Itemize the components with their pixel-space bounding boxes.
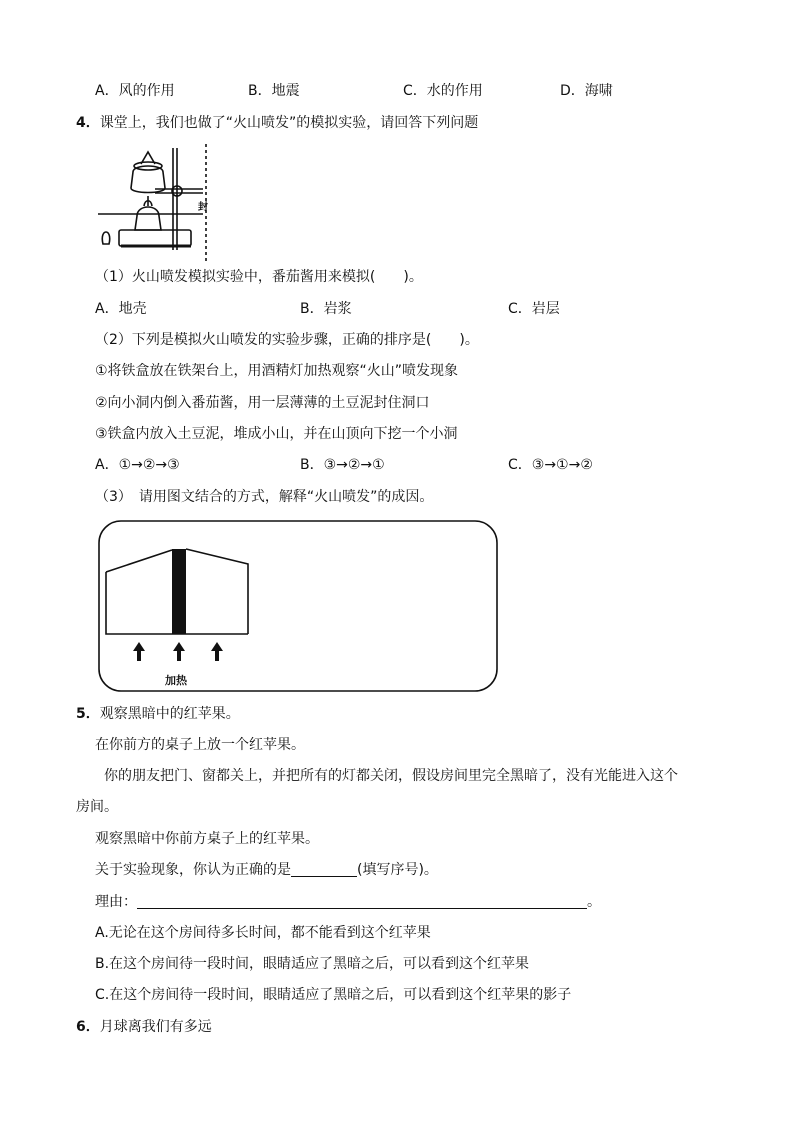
q5-reason-line	[95, 892, 601, 912]
q4-stem	[76, 113, 478, 133]
q4-sub2-text: （2）下列是模拟火山喷发的实验步骤，正确的排序是( )。	[95, 332, 479, 348]
volcano-cause-answer-box	[96, 518, 500, 694]
q4-step-3: ③铁盒内放入土豆泥，堆成小山，并在山顶向下挖一个小洞	[95, 426, 458, 442]
q4-sub1-option-c: C．岩层	[508, 301, 560, 317]
q6-title-text: 月球离我们有多远	[99, 1019, 212, 1035]
q4-sub3-text: （3） 请用图文结合的方式，解释“火山喷发”的成因。	[95, 489, 434, 505]
q5-choice-b: B.在这个房间待一段时间，眼睛适应了黑暗之后，可以看到这个红苹果	[95, 956, 530, 972]
q5-answer-blank[interactable]	[291, 862, 357, 877]
q6-title	[76, 1017, 212, 1037]
q5-reason-blank[interactable]	[137, 894, 587, 909]
q5-title-text: 观察黑暗中的红苹果。	[99, 706, 240, 722]
q4-step-1: ①将铁盒放在铁架台上，用酒精灯加热观察“火山”喷发现象	[95, 363, 459, 379]
q4-sub1-option-a: A．地壳	[95, 301, 147, 317]
q4-sub2-option-c: C．③→①→②	[508, 457, 593, 473]
figure-label: 封	[198, 202, 208, 213]
q4-sub1-option-b: B．岩浆	[300, 301, 352, 317]
q5-paragraph-2a: 你的朋友把门、窗都关上，并把所有的灯都关闭，假设房间里完全黑暗了，没有光能进入这个	[104, 768, 678, 784]
q5-choice-a: A.无论在这个房间待多长时间，都不能看到这个红苹果	[95, 925, 431, 941]
q4-sub2-option-a: A．①→②→③	[95, 457, 180, 473]
q4-number: 4．	[76, 115, 100, 131]
heat-label: 加热	[165, 674, 187, 687]
q5-reason-label: 理由：	[95, 894, 137, 910]
q3-option-d: D．海啸	[560, 83, 613, 99]
q5-reason-end: 。	[587, 894, 601, 910]
q5-answer-prompt: 关于实验现象，你认为正确的是	[95, 862, 291, 878]
q5-answer-line	[95, 860, 438, 880]
q5-paragraph-1: 在你前方的桌子上放一个红苹果。	[95, 737, 305, 753]
q5-choice-c: C.在这个房间待一段时间，眼睛适应了黑暗之后，可以看到这个红苹果的影子	[95, 987, 572, 1003]
q5-title	[76, 704, 240, 724]
q4-stem-text: 课堂上，我们也做了“火山喷发”的模拟实验，请回答下列问题	[99, 115, 479, 131]
q4-sub2-option-b: B．③→②→①	[300, 457, 385, 473]
q4-sub1-text: （1）火山喷发模拟实验中，番茄酱用来模拟( )。	[95, 269, 423, 285]
q5-answer-suffix: (填写序号)。	[357, 862, 438, 878]
q3-option-c: C．水的作用	[403, 83, 483, 99]
q3-option-b: B．地震	[248, 83, 300, 99]
q3-option-a: A．风的作用	[95, 83, 175, 99]
q5-paragraph-3: 观察黑暗中你前方桌子上的红苹果。	[95, 831, 319, 847]
q5-number: 5．	[76, 706, 100, 722]
q4-step-2: ②向小洞内倒入番茄酱，用一层薄薄的土豆泥封住洞口	[95, 395, 430, 411]
q6-number: 6．	[76, 1019, 100, 1035]
q5-paragraph-2b: 房间。	[76, 799, 118, 815]
